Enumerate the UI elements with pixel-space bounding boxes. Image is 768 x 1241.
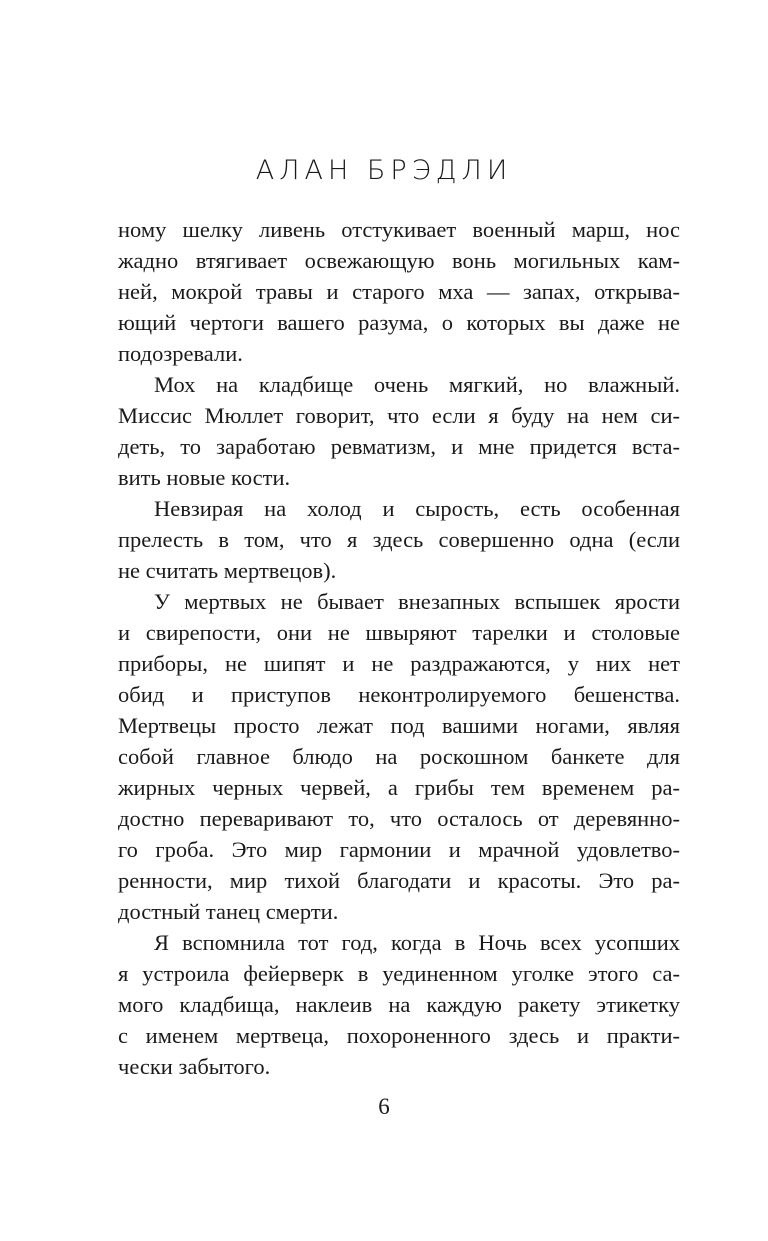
text-line: жирных черных червей, а грибы тем временем ра- (118, 775, 680, 800)
body-text (118, 214, 680, 1082)
text-line: обид и приступов неконтролируемого бешенства. (118, 682, 680, 707)
text-line: ющий чертоги вашего разума, о которых вы даже не (118, 310, 680, 335)
text-line: мого кладбища, наклеив на каждую ракету этикетку (118, 992, 680, 1017)
text-line: Невзирая на холод и сырость, есть особенная (154, 496, 680, 521)
paragraph-4 (118, 586, 680, 927)
paragraph-3 (118, 493, 680, 586)
running-head-author: АЛАН БРЭДЛИ (255, 155, 513, 186)
text-line: с именем мертвеца, похороненного здесь и практи- (118, 1023, 680, 1048)
text-line: прелесть в том, что я здесь совершенно одна (если (118, 527, 680, 552)
paragraph-2 (118, 369, 680, 493)
text-line: ренности, мир тихой благодати и красоты. Это ра- (118, 868, 680, 893)
text-line: чески забытого. (118, 1054, 271, 1079)
text-line: приборы, не шипят и не раздражаются, у них нет (118, 651, 680, 676)
text-line: У мертвых не бывает внезапных вспышек ярости (154, 589, 680, 614)
page-number: 6 (378, 1094, 390, 1119)
text-line: не считать мертвецов). (118, 558, 337, 583)
text-line: подозревали. (118, 341, 243, 366)
text-line: ному шелку ливень отстукивает военный марш, нос (118, 217, 680, 242)
paragraph-1 (118, 214, 680, 369)
text-line: го гроба. Это мир гармонии и мрачной удовлетво- (118, 837, 680, 862)
text-line: вить новые кости. (118, 465, 291, 490)
text-line: Мох на кладбище очень мягкий, но влажный. (154, 372, 680, 397)
text-line: достно переваривают то, что осталось от деревянно- (118, 806, 680, 831)
text-line: я устроила фейерверк в уединенном уголке этого са- (118, 961, 680, 986)
paragraph-5 (118, 927, 680, 1082)
text-line: Мертвецы просто лежат под вашими ногами, являя (118, 713, 680, 738)
text-line: и свирепости, они не швыряют тарелки и столовые (118, 620, 680, 645)
text-line: деть, то заработаю ревматизм, и мне придется вста- (118, 434, 680, 459)
text-line: Миссис Мюллет говорит, что если я буду на нем си- (118, 403, 680, 428)
text-line: Я вспомнила тот год, когда в Ночь всех усопших (154, 930, 680, 955)
text-line: жадно втягивает освежающую вонь могильных кам- (118, 248, 680, 273)
text-line: ней, мокрой травы и старого мха — запах, открыва- (118, 279, 680, 304)
text-line: собой главное блюдо на роскошном банкете для (118, 744, 680, 769)
text-line: достный танец смерти. (118, 899, 339, 924)
